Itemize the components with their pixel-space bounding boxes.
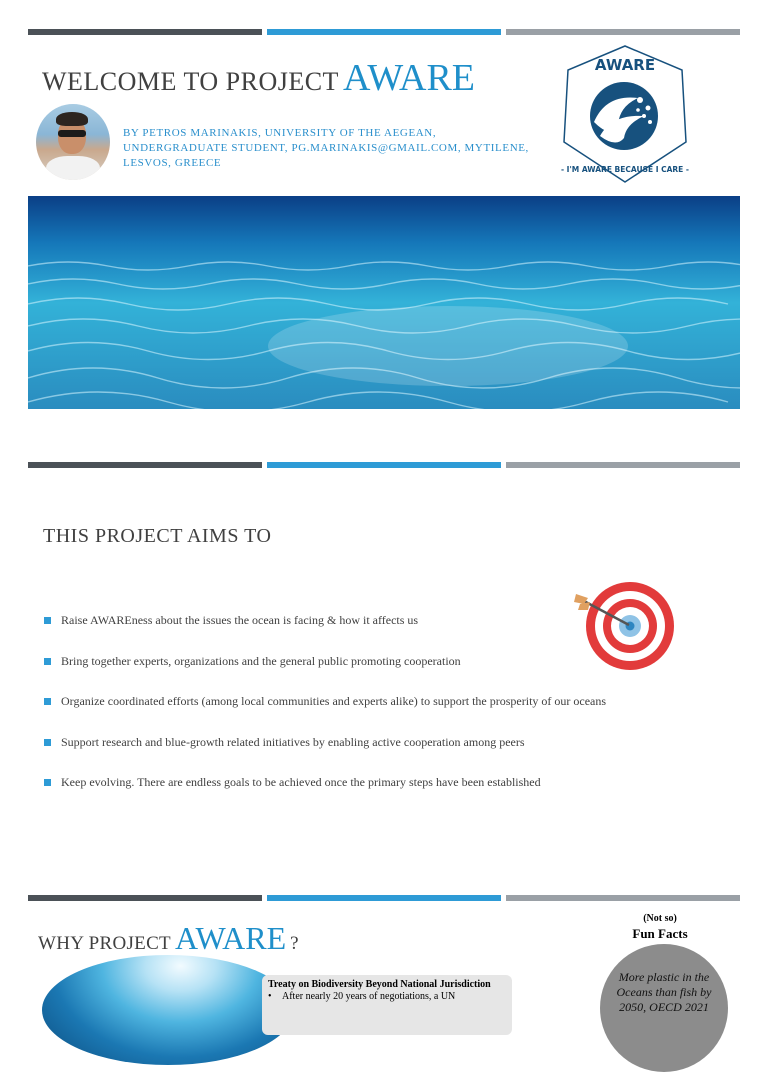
- divider-bar-blue: [267, 29, 501, 35]
- bullet-square-icon: [44, 779, 51, 786]
- divider-bar-gray: [506, 895, 740, 901]
- fun-facts-title: Fun Facts: [632, 926, 688, 941]
- divider-bar-dark: [28, 895, 262, 901]
- bullet-square-icon: [44, 739, 51, 746]
- aim-text: Bring together experts, organizations and the general public promoting cooperation: [61, 653, 461, 668]
- aim-item: [44, 735, 606, 776]
- slide1-title: [42, 56, 475, 106]
- aim-text: Organize coordinated efforts (among local communities and experts alike) to support the prosperity of our oceans: [61, 694, 607, 708]
- treaty-title: Treaty on Biodiversity Beyond National Jurisdiction: [268, 979, 491, 990]
- logo-top-text: AWARE: [594, 56, 656, 74]
- ocean-surface-photo: [42, 955, 294, 1065]
- title-prefix: WELCOME TO PROJECT: [42, 67, 339, 96]
- target-icon: [574, 580, 676, 672]
- divider-bar-gray: [506, 462, 740, 468]
- divider-bar-gray: [506, 29, 740, 35]
- aim-item: [44, 694, 606, 735]
- slide3-title: [38, 920, 299, 957]
- aware-logo: [560, 44, 690, 184]
- title-brand: AWARE: [342, 57, 476, 99]
- bullet-square-icon: [44, 617, 51, 624]
- aim-text: Keep evolving. There are endless goals to be achieved once the primary steps have been established: [61, 775, 541, 789]
- aim-item: [44, 654, 606, 695]
- author-byline: BY PETROS MARINAKIS, UNIVERSITY OF THE AEGEAN, UNDERGRADUATE STUDENT, PG.MARINAKIS@GMAIL.COM, MYTILENE, LESVOS, GREECE: [123, 127, 529, 169]
- fun-facts-heading: [610, 913, 710, 942]
- title-brand: AWARE: [174, 920, 287, 956]
- aim-item: [44, 775, 606, 816]
- aims-list: [44, 613, 606, 816]
- divider-bar-dark: [28, 29, 262, 35]
- treaty-bullet-text: After nearly 20 years of negotiations, a UN: [282, 991, 456, 1002]
- treaty-bullet: • After nearly 20 years of negotiations, a UN: [268, 991, 456, 1002]
- divider-bar-dark: [28, 462, 262, 468]
- fun-fact-text: More plastic in the Oceans than fish by 2050, OECD 2021: [616, 970, 712, 1014]
- aim-text: Raise AWAREness about the issues the ocean is facing & how it affects us: [61, 613, 419, 627]
- divider-bar-blue: [267, 462, 501, 468]
- bullet-square-icon: [44, 658, 51, 665]
- logo-ring-text: - I'M AWARE BECAUSE I CARE -: [560, 165, 690, 174]
- underwater-photo: [28, 196, 740, 409]
- aim-text: Support research and blue-growth related initiatives by enabling active cooperation among peers: [61, 734, 525, 749]
- bullet-square-icon: [44, 698, 51, 705]
- treaty-box: [262, 975, 512, 1035]
- author-avatar: [36, 104, 110, 180]
- title-suffix: ?: [290, 933, 299, 954]
- aim-item: [44, 613, 606, 654]
- fun-facts-prefix: (Not so): [643, 913, 677, 924]
- title-prefix: WHY PROJECT: [38, 933, 171, 954]
- slide2-title: THIS PROJECT AIMS TO: [43, 525, 272, 547]
- divider-bar-blue: [267, 895, 501, 901]
